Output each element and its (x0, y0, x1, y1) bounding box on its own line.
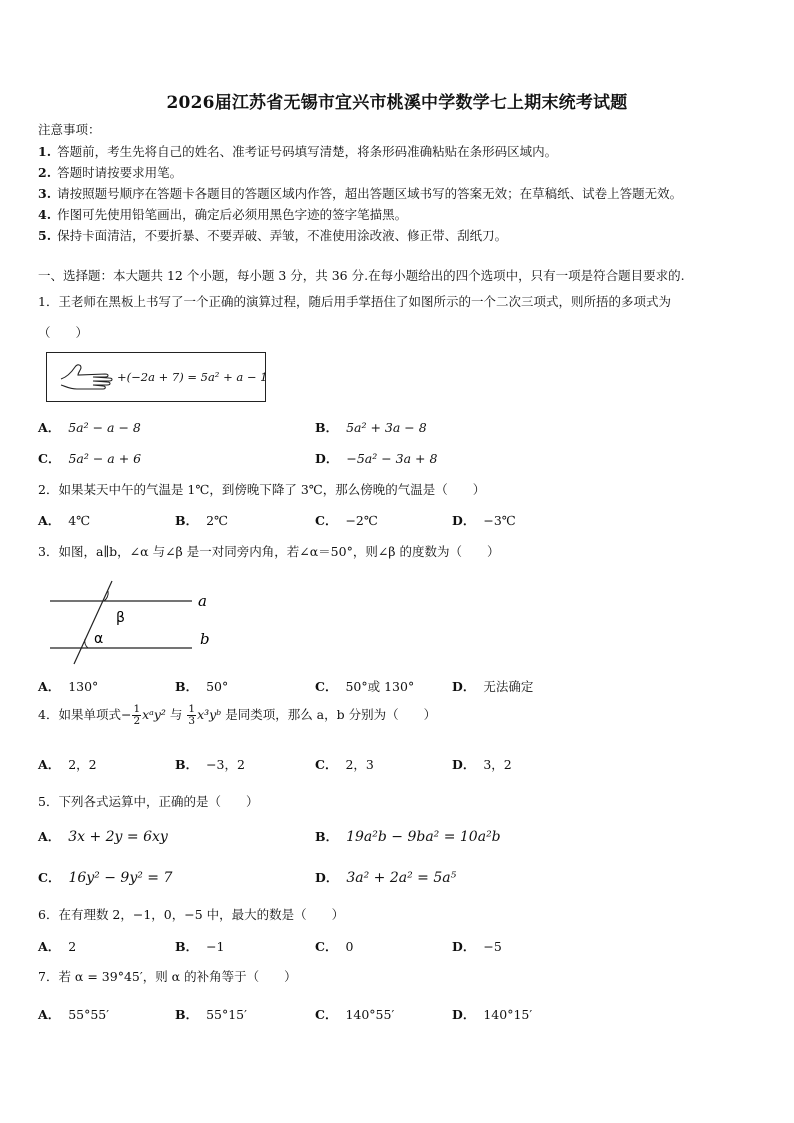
option-b[interactable]: B． −3，2 (175, 757, 245, 772)
option-a[interactable]: A． 55°55′ (38, 1007, 110, 1022)
option-a[interactable]: A． 5a² − a − 8 (38, 420, 141, 435)
question-1-figure (46, 352, 266, 402)
option-c[interactable]: C． 2，3 (315, 757, 374, 772)
question-6-stem: 6．在有理数 2，−1，0，−5 中，最大的数是（ ） (38, 907, 345, 922)
note-item: 5. 保持卡面清洁，不要折暴、不要弄破、弄皱，不准使用涂改液、修正带、刮纸刀。 (38, 228, 508, 243)
option-a[interactable]: A． 2 (38, 939, 77, 954)
line-a-label: a (198, 592, 207, 610)
option-c[interactable]: C． 0 (315, 939, 354, 954)
note-item: 1. 答题前，考生先将自己的姓名、准考证号码填写清楚，将条形码准确粘贴在条形码区域内。 (38, 144, 558, 159)
alpha-label: α (94, 631, 104, 647)
option-d[interactable]: D． −5 (452, 939, 502, 954)
hand-icon (59, 361, 117, 394)
option-d[interactable]: D． −3℃ (452, 513, 516, 528)
parallel-lines-figure (44, 578, 224, 668)
page-title: 2026届江苏省无锡市宜兴市桃溪中学数学七上期末统考试题 (166, 93, 628, 113)
option-a[interactable]: A． 130° (38, 679, 99, 694)
question-4-stem: 4．如果单项式− $\frac{1}{2}$ xᵃy² 与 $\frac{1}{3}$ x³yᵇ 是同类项，那么 a，b 分别为（ ） (38, 703, 437, 727)
note-item: 2. 答题时请按要求用笔。 (38, 165, 183, 180)
option-d[interactable]: D． 140°15′ (452, 1007, 533, 1022)
notes-heading: 注意事项： (38, 122, 101, 137)
option-d[interactable]: D． 3a² + 2a² = 5a⁵ (315, 870, 457, 886)
option-c[interactable]: C． 5a² − a + 6 (38, 451, 142, 466)
question-5-stem: 5．下列各式运算中，正确的是（ ） (38, 794, 259, 809)
line-b-label: b (200, 630, 210, 648)
option-c[interactable]: C． −2℃ (315, 513, 378, 528)
option-c[interactable]: C． 50°或 130° (315, 679, 415, 694)
option-d[interactable]: D． −5a² − 3a + 8 (315, 451, 438, 466)
option-a[interactable]: A． 3x + 2y = 6xy (38, 829, 168, 845)
option-c[interactable]: C． 16y² − 9y² = 7 (38, 870, 173, 886)
option-b[interactable]: B． 2℃ (175, 513, 229, 528)
question-7-stem: 7．若 α = 39°45′，则 α 的补角等于（ ） (38, 969, 297, 984)
option-b[interactable]: B． 55°15′ (175, 1007, 247, 1022)
section-heading: 一、选择题：本大题共 12 个小题，每小题 3 分，共 36 分.在每小题给出的四个选项中，只有一项是符合题目要求的. (38, 268, 685, 283)
question-2-stem: 2．如果某天中午的气温是 1℃，到傍晚下降了 3℃，那么傍晚的气温是（ ） (38, 482, 486, 497)
option-d[interactable]: D． 3，2 (452, 757, 512, 772)
option-c[interactable]: C． 140°55′ (315, 1007, 395, 1022)
option-b[interactable]: B． −1 (175, 939, 225, 954)
question-1-stem: 1．王老师在黑板上书写了一个正确的演算过程，随后用手掌捂住了如图所示的一个二次三项式，则所捂的多项式为 (38, 294, 671, 309)
option-b[interactable]: B． 5a² + 3a − 8 (315, 420, 427, 435)
option-a[interactable]: A． 2，2 (38, 757, 97, 772)
question-1-paren: （ ） (38, 325, 89, 340)
beta-label: β (116, 610, 125, 626)
question-3-stem: 3．如图，a∥b，∠α 与∠β 是一对同旁内角，若∠α＝50°，则∠β 的度数为（ ） (38, 544, 500, 559)
option-b[interactable]: B． 19a²b − 9ba² = 10a²b (315, 829, 501, 845)
option-d[interactable]: D． 无法确定 (452, 679, 534, 694)
option-a[interactable]: A． 4℃ (38, 513, 91, 528)
figure-expression: +(−2a + 7) = 5a² + a − 1 (117, 370, 268, 384)
note-item: 4. 作图可先使用铅笔画出，确定后必须用黑色字迹的签字笔描黑。 (38, 207, 408, 222)
note-item: 3. 请按照题号顺序在答题卡各题目的答题区域内作答，超出答题区域书写的答案无效；在草稿纸、试卷上答题无效。 (38, 186, 683, 201)
option-b[interactable]: B． 50° (175, 679, 229, 694)
